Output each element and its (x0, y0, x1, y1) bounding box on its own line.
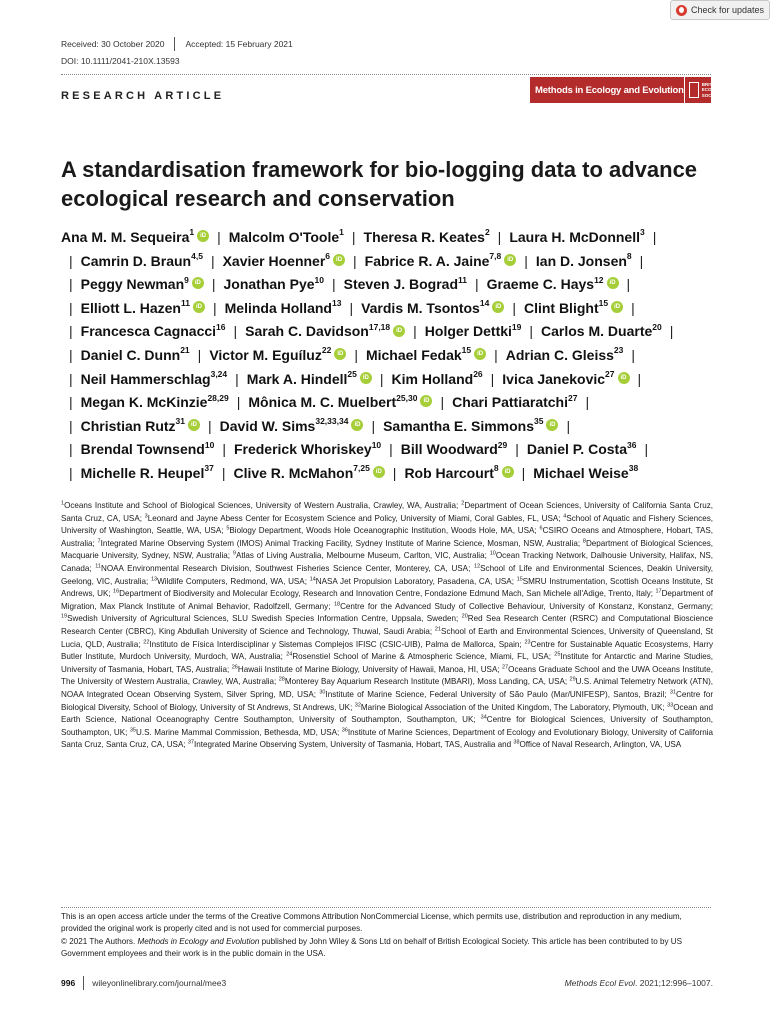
header-rule (61, 74, 711, 75)
author-name[interactable]: Ian D. Jonsen (535, 252, 627, 269)
author-affiliation-ref: 11 (180, 298, 190, 309)
author-name[interactable]: Elliott L. Hazen (80, 299, 181, 316)
author-name[interactable]: Holger Dettki (424, 323, 512, 340)
author-affiliation-ref: 3,24 (210, 368, 228, 379)
check-updates-label: Check for updates (691, 5, 765, 15)
author-name[interactable]: Ivica Janekovic (502, 370, 606, 387)
author-affiliation-ref: 35 (534, 416, 544, 427)
affiliation-text: CSIRO Oceans and Atmosphere, Hobart, TAS, Australia; (61, 526, 714, 548)
affiliation-number: 15 (516, 575, 523, 582)
author-separator: | (69, 394, 73, 411)
orcid-icon[interactable]: iD (492, 301, 504, 313)
affiliation-number: 12 (474, 563, 481, 570)
author-affiliation-ref: 27 (605, 368, 615, 379)
author-separator: | (69, 370, 73, 387)
author-affiliation-ref: 4,5 (191, 250, 203, 261)
affiliation-number: 10 (489, 550, 496, 557)
author-separator: | (69, 299, 73, 316)
author-name[interactable]: Malcolm O'Toole (228, 229, 340, 245)
author-separator: | (222, 441, 226, 458)
author-separator: | (221, 464, 226, 481)
affiliation-number: 32 (354, 701, 361, 708)
author-affiliation-ref: 8 (493, 463, 499, 474)
orcid-icon[interactable]: iD (607, 277, 619, 289)
author-affiliation-ref: 38 (628, 463, 639, 474)
author-name[interactable]: Victor M. Eguíluz (209, 346, 322, 363)
orcid-icon[interactable]: iD (618, 372, 630, 384)
affiliation-number: 22 (143, 638, 150, 645)
orcid-icon[interactable]: iD (360, 372, 372, 384)
author-affiliation-ref: 9 (184, 274, 189, 285)
article-type: RESEARCH ARTICLE (61, 90, 225, 102)
orcid-icon[interactable]: iD (502, 466, 514, 478)
affiliation-text: Wildlife Computers, Redmond, WA, USA; (157, 576, 307, 586)
author-line (61, 462, 731, 486)
accepted-date: Accepted: 15 February 2021 (185, 39, 293, 49)
copyright-text: © 2021 The Authors. Methods in Ecology and Evolution published by John Wiley & Sons Ltd on behalf of British Ecological Society. This article has been contributed to by US Government employees and their work is in the public domain in the USA. (61, 936, 683, 958)
author-separator: | (212, 299, 217, 316)
author-separator: | (524, 252, 528, 269)
author-separator: | (413, 323, 417, 340)
orcid-icon[interactable]: iD (351, 419, 363, 431)
author-separator: | (585, 394, 590, 411)
affiliation-text: Institute of Marine Science, Federal University of São Paulo (Mar/UNIFESP), Santos, Brazil; (325, 689, 667, 699)
author-name[interactable]: Xavier Hoenner (222, 252, 326, 269)
journal-name: Methods in Ecology and Evolution (535, 84, 684, 96)
author-separator: | (211, 276, 216, 293)
author-name[interactable]: Brendal Townsend (80, 441, 205, 458)
affiliation-text: Centre for Sustainable Aquatic Ecosystems, Harry Butler Institute, Murdoch University, Murdoch, WA, Australia; (61, 639, 714, 662)
author-name[interactable]: Frederick Whoriskey (233, 441, 372, 458)
affiliation-number: 17 (655, 588, 662, 595)
affiliation-text: Ocean Tracking Network, Dalhousie University, Halifax, NS, Canada; (61, 551, 714, 573)
citation: Methods Ecol Evol. 2021;12:996–1007. (564, 978, 713, 988)
author-affiliation-ref: 14 (479, 298, 490, 309)
affiliation-number: 18 (333, 601, 341, 608)
affiliation-number: 6 (539, 525, 543, 532)
author-name[interactable]: Melinda Holland (224, 299, 332, 316)
author-separator: | (652, 229, 657, 245)
author-name[interactable]: Clint Blight (523, 299, 599, 316)
orcid-icon[interactable]: iD (192, 277, 204, 289)
author-name[interactable]: Sarah C. Davidson (245, 323, 369, 340)
author-affiliation-ref: 23 (613, 345, 624, 356)
author-affiliation-ref: 2 (484, 227, 490, 238)
affiliation-number: 35 (129, 727, 136, 733)
author-separator: | (631, 299, 635, 316)
affiliation-number: 1 (61, 500, 65, 507)
author-separator: | (69, 323, 73, 340)
author-affiliation-ref: 29 (497, 439, 508, 450)
orcid-icon[interactable]: iD (474, 348, 486, 360)
affiliation-text: NASA Jet Propulsion Laboratory, Pasadena, CA, USA; (315, 576, 514, 586)
author-affiliation-ref: 17,18 (368, 321, 391, 332)
orcid-icon[interactable]: iD (393, 325, 405, 337)
author-affiliation-ref: 11 (458, 274, 468, 285)
affiliations (61, 500, 713, 752)
author-separator: | (353, 252, 357, 269)
author-line (61, 226, 731, 250)
affiliation-text: Rosenstiel School of Marine & Atmospheric Science, Miami, FL, USA; (292, 652, 552, 662)
author-affiliation-ref: 3 (640, 227, 645, 238)
author-separator: | (497, 229, 502, 245)
orcid-icon[interactable]: iD (188, 419, 200, 431)
affiliation-text: Office of Naval Research, Arlington, VA, USA (519, 740, 682, 750)
author-separator: | (637, 370, 642, 387)
author-name[interactable]: Jonathan Pye (223, 276, 315, 293)
affiliation-number: 9 (232, 550, 236, 557)
affiliation-number: 34 (480, 714, 487, 721)
author-name[interactable]: David W. Sims (219, 417, 316, 434)
author-affiliation-ref: 13 (331, 298, 342, 309)
article-dates (61, 37, 293, 51)
affiliation-text: Department of Ocean Sciences, University of California Santa Cruz, Santa Cruz, CA, USA; (61, 501, 713, 523)
author-separator: | (236, 394, 241, 411)
society-name-line: BRITISH (701, 81, 720, 87)
bes-logo-icon (689, 82, 699, 98)
affiliation-number: 19 (61, 613, 68, 620)
affiliation-number: 2 (461, 500, 465, 507)
author-separator: | (631, 346, 636, 363)
author-separator: | (639, 252, 644, 269)
author-name[interactable]: Clive R. McMahon (233, 464, 354, 481)
affiliation-text: School of Earth and Environmental Sciences, University of Queensland, St Lucia, QLD, Australia; (61, 626, 713, 649)
affiliation-number: 26 (231, 664, 238, 671)
orcid-icon[interactable]: iD (373, 466, 385, 478)
author-line (61, 391, 731, 415)
affiliation-number: 16 (113, 588, 120, 595)
society-logo (684, 77, 736, 103)
author-affiliation-ref: 1 (339, 227, 344, 238)
author-name[interactable]: Graeme C. Hays (486, 276, 595, 293)
affiliation-number: 33 (667, 701, 674, 708)
author-line (61, 368, 731, 392)
author-name[interactable]: Chari Pattiaratchi (452, 394, 569, 411)
author-separator: | (217, 229, 221, 245)
author-affiliation-ref: 15 (461, 345, 472, 356)
author-affiliation-ref: 10 (371, 439, 382, 450)
author-affiliation-ref: 7,8 (489, 250, 502, 261)
author-affiliation-ref: 15 (598, 298, 609, 309)
author-affiliation-ref: 22 (321, 345, 332, 356)
author-line (61, 438, 731, 462)
affiliation-number: 23 (524, 638, 531, 645)
author-name[interactable]: Christian Rutz (80, 417, 176, 434)
author-separator: | (626, 276, 631, 293)
author-separator: | (512, 299, 516, 316)
author-affiliation-ref: 10 (204, 439, 215, 450)
author-affiliation-ref: 32,33,34 (315, 416, 349, 427)
author-name[interactable]: Carlos M. Duarte (541, 323, 653, 340)
author-name[interactable]: Mônica M. C. Muelbert (248, 394, 397, 411)
author-separator: | (69, 441, 73, 458)
author-line (61, 320, 731, 344)
affiliation-text: SMRU Instrumentation, Scottish Oceans Institute, St Andrews, UK; (61, 576, 713, 599)
author-name[interactable]: Kim Holland (391, 370, 474, 387)
journal-name-italic: Methods in Ecology and Evolution (137, 936, 260, 946)
author-name[interactable]: Megan K. McKinzie (80, 394, 208, 411)
affiliation-text: Hawaii Institute of Marine Biology, University of Hawaii, Manoa, HI, USA; (237, 664, 500, 674)
author-separator: | (371, 417, 376, 434)
author-name[interactable]: Michelle R. Heupel (80, 464, 205, 481)
author-separator: | (515, 441, 519, 458)
author-separator: | (332, 276, 336, 293)
affiliation-number: 7 (97, 538, 101, 545)
affiliation-number: 24 (286, 651, 293, 658)
affiliation-text: Ocean and Earth Science, National Oceanography Centre Southampton, University of Southampton, Southampton, UK; (61, 702, 714, 725)
orcid-icon[interactable]: iD (197, 230, 209, 242)
author-affiliation-ref: 1 (189, 227, 195, 238)
author-separator: | (210, 252, 215, 269)
affiliation-text: Red Sea Research Center (RSRC) and Computational Bioscience Research Center (CBRC), King Abdullah University of Science and Technology, Thuwal, Saudi Arabia; (61, 614, 714, 636)
check-updates-icon (676, 5, 687, 16)
author-name[interactable]: Adrian C. Gleiss (505, 346, 614, 363)
orcid-icon[interactable]: iD (611, 301, 623, 313)
orcid-icon[interactable]: iD (546, 419, 558, 431)
author-name[interactable]: Michael Fedak (365, 346, 462, 363)
author-name[interactable]: Fabrice R. A. Jaine (364, 252, 490, 269)
author-affiliation-ref: 37 (204, 463, 214, 474)
author-name[interactable]: Steven J. Bograd (343, 276, 459, 293)
author-list (61, 226, 731, 486)
author-name[interactable]: Rob Harcourt (404, 464, 494, 481)
author-separator: | (475, 276, 479, 293)
author-separator: | (197, 346, 202, 363)
affiliation-text: Marine Biological Association of the United Kingdom, The Laboratory, Plymouth, UK; (360, 702, 665, 712)
affiliation-text: School of Life and Environmental Sciences, Deakin University, Geelong, VIC, Australia; (61, 563, 714, 586)
affiliation-number: 29 (569, 676, 576, 683)
author-name[interactable]: Daniel C. Dunn (80, 346, 181, 363)
author-separator: | (521, 464, 526, 481)
author-affiliation-ref: 28,29 (207, 392, 229, 403)
affiliation-text: Integrated Marine Observing System, University of Tasmania, Hobart, TAS, Australia and (193, 740, 512, 750)
author-affiliation-ref: 31 (175, 416, 185, 427)
article-title: A standardisation framework for bio-logging data to advance ecological research and conservation (61, 156, 698, 211)
affiliation-number: 14 (309, 575, 316, 582)
affiliation-text: Oceans Institute and School of Biological Sciences, University of Western Australia, Crawley, WA, Australia; (64, 501, 459, 510)
author-line (61, 250, 731, 274)
affiliation-number: 3 (144, 512, 148, 519)
affiliation-number: 31 (669, 689, 676, 696)
author-name[interactable]: Vardis M. Tsontos (361, 299, 480, 316)
affiliation-number: 4 (563, 512, 567, 519)
author-name[interactable]: Mark A. Hindell (246, 370, 348, 387)
author-affiliation-ref: 16 (216, 321, 226, 332)
affiliation-text: U.S. Marine Mammal Commission, Bethesda, MD, USA; (135, 727, 340, 737)
author-affiliation-ref: 10 (314, 274, 324, 285)
author-separator: | (235, 370, 239, 387)
orcid-icon[interactable]: iD (334, 348, 346, 360)
author-name[interactable]: Michael Weise (533, 464, 629, 481)
affiliation-number: 25 (554, 651, 561, 658)
author-separator: | (69, 464, 73, 481)
affiliation-text: Leonard and Jayne Abess Center for Ecosystem Science and Policy, University of Miami, Coral Gables, FL, USA; (147, 513, 561, 523)
society-name-line: ECOLOGICAL (701, 87, 732, 93)
author-name[interactable]: Daniel P. Costa (526, 441, 627, 458)
author-name[interactable]: Ana M. M. Sequeira (61, 229, 190, 245)
author-line (61, 273, 731, 297)
journal-logo (530, 77, 732, 103)
author-separator: | (644, 441, 649, 458)
affiliation-text: Centre for the Advanced Study of Collective Behaviour, University of Konstanz, Konstanz, Germany; (340, 601, 713, 611)
affiliation-text: NOAA Environmental Research Division, Southwest Fisheries Science Center, Monterey, CA, USA; (101, 563, 471, 573)
journal-url[interactable]: wileyonlinelibrary.com/journal/mee3 (92, 978, 227, 988)
author-affiliation-ref: 6 (325, 250, 331, 261)
affiliation-text: Swedish University of Agricultural Sciences, SLU Swedish Species Information Centre, Uppsala, Sweden; (67, 614, 459, 624)
author-affiliation-ref: 25 (347, 368, 357, 379)
affiliation-text: Institute of Marine Sciences, Department of Ecology and Evolutionary Biology, University of California Santa Cruz, Santa Cruz, CA, USA; (61, 727, 714, 750)
author-name[interactable]: Camrin D. Braun (80, 252, 192, 269)
author-name[interactable]: Francesca Cagnacci (80, 323, 217, 340)
affiliation-number: 28 (278, 676, 285, 683)
orcid-icon[interactable]: iD (193, 301, 205, 313)
author-separator: | (69, 417, 73, 434)
orcid-icon[interactable]: iD (420, 395, 432, 407)
divider (174, 37, 175, 51)
author-affiliation-ref: 12 (594, 274, 604, 285)
author-separator: | (349, 299, 354, 316)
affiliation-text: Centre for Biological Diversity, School of Biology, University of St Andrews, St Andrews, UK; (61, 689, 714, 712)
license-notice (61, 911, 713, 960)
affiliation-text: Atlas of Living Australia, Melbourne Museum, Carlton, VIC, Australia; (235, 551, 487, 561)
author-affiliation-ref: 25,30 (396, 392, 418, 403)
author-affiliation-ref: 27 (568, 392, 578, 403)
license-text: This is an open access article under the terms of the Creative Commons Attribution NonCommercial License, which permits use, distribution and reproduction in any medium, provided the original work is properly cited and is not used for commercial purposes. (61, 912, 682, 934)
received-date: Received: 30 October 2020 (61, 39, 165, 49)
affiliation-text: Department of Biodiversity and Molecular Ecology, Research and Innovation Centre, Fondazione Edmund Mach, San Michele all'Adige, Trento, Italy; (119, 589, 654, 599)
author-affiliation-ref: 7,25 (353, 463, 370, 474)
author-separator: | (529, 323, 534, 340)
author-separator: | (69, 346, 73, 363)
check-for-updates-button[interactable] (670, 0, 770, 20)
affiliation-number: 36 (341, 727, 348, 733)
affiliation-number: 21 (434, 626, 442, 633)
page-footer (61, 976, 713, 990)
author-affiliation-ref: 20 (652, 321, 662, 332)
author-separator: | (392, 464, 397, 481)
affiliation-text: Department of Migration, Max Planck Institute of Animal Behavior, Radolfzell, Germany; (61, 589, 714, 611)
author-name[interactable]: Samantha E. Simmons (383, 417, 535, 434)
author-separator: | (440, 394, 445, 411)
author-separator: | (669, 323, 674, 340)
author-name[interactable]: Neil Hammerschlag (80, 370, 211, 387)
author-separator: | (354, 346, 358, 363)
society-name-line: SOCIETY (701, 92, 722, 98)
author-separator: | (389, 441, 393, 458)
author-name[interactable]: Peggy Newman (80, 276, 185, 293)
affiliation-text: Oceans Graduate School and the UWA Oceans Institute, The University of Western Australia, Crawley, WA, Australia; (61, 664, 713, 687)
author-line (61, 415, 731, 439)
orcid-icon[interactable]: iD (504, 254, 516, 266)
author-line (61, 297, 731, 321)
author-separator: | (379, 370, 384, 387)
affiliation-number: 8 (582, 538, 586, 545)
affiliation-number: 38 (513, 739, 520, 746)
author-affiliation-ref: 36 (627, 439, 637, 450)
divider (83, 976, 84, 990)
affiliation-number: 5 (226, 525, 230, 532)
affiliation-text: Monterey Bay Aquarium Research Institute (MBARI), Moss Landing, CA, USA; (284, 677, 568, 687)
author-name[interactable]: Theresa R. Keates (363, 229, 485, 245)
author-affiliation-ref: 26 (473, 368, 483, 379)
author-separator: | (208, 417, 212, 434)
author-separator: | (69, 252, 73, 269)
license-rule (61, 907, 711, 908)
affiliation-number: 27 (502, 664, 509, 671)
author-separator: | (494, 346, 498, 363)
author-separator: | (233, 323, 238, 340)
author-affiliation-ref: 21 (180, 345, 190, 356)
affiliation-number: 11 (95, 563, 101, 570)
affiliation-text: Department of Biological Sciences, Macquarie University, Sydney, NSW, Australia; (61, 538, 714, 561)
affiliation-text: School of Aquatic and Fishery Sciences, University of Washington, Seattle, WA, USA; (61, 513, 713, 536)
author-separator: | (566, 417, 571, 434)
author-separator: | (351, 229, 356, 245)
author-line (61, 344, 731, 368)
author-name[interactable]: Laura H. McDonnell (509, 229, 640, 245)
affiliation-number: 13 (150, 575, 158, 582)
orcid-icon[interactable]: iD (333, 254, 345, 266)
page-number: 996 (61, 978, 76, 988)
affiliation-text: Centre for Biological Sciences, University of Southampton, Southampton, UK; (61, 715, 714, 737)
author-affiliation-ref: 8 (626, 250, 632, 261)
author-separator: | (490, 370, 495, 387)
affiliation-number: 37 (187, 739, 194, 746)
affiliation-text: Institute for Antarctic and Marine Studies, University of Tasmania, Hobart, TAS, Australia; (61, 652, 714, 674)
affiliation-text: Biology Department, Woods Hole Oceanographic Institution, Woods Hole, MA, USA; (229, 526, 537, 536)
author-name[interactable]: Bill Woodward (400, 441, 498, 458)
author-separator: | (69, 276, 73, 293)
affiliation-text: Instituto de Física Interdisciplinar y Sistemas Complejos IFISC (CSIC-UIB), Palma de Mallorca, Spain; (149, 639, 522, 649)
doi[interactable]: DOI: 10.1111/2041-210X.13593 (61, 56, 180, 66)
affiliation-number: 30 (319, 689, 326, 696)
affiliation-text: Integrated Marine Observing System (IMOS) Animal Tracking Facility, Sydney Institute of Marine Science, Mosman, NSW, Australia; (100, 538, 581, 548)
affiliation-number: 20 (461, 613, 468, 620)
affiliation-text: U.S. Animal Telemetry Network (ATN), NOAA Integrated Ocean Observing System, Silver Spring, MD, USA; (61, 677, 714, 699)
author-affiliation-ref: 19 (511, 321, 522, 332)
